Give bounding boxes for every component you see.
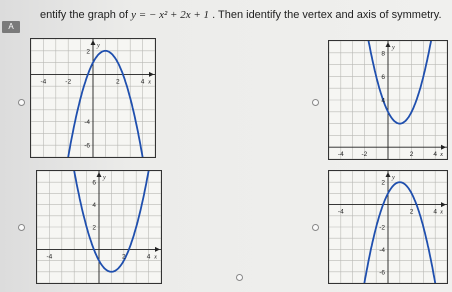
y-axis-label: y (103, 174, 106, 181)
question-prefix: entify the graph of (40, 9, 129, 21)
extra-radio[interactable] (236, 274, 243, 281)
x-tick-label: 2 (409, 151, 414, 159)
y-tick-label: -6 (84, 142, 90, 150)
y-axis-arrow (97, 172, 102, 177)
y-tick-label: -4 (84, 119, 90, 127)
option-a-graph (30, 38, 156, 158)
x-tick-label: -2 (361, 151, 368, 159)
y-axis-label: y (392, 174, 395, 181)
y-axis-arrow (386, 172, 391, 177)
x-axis-label: x (440, 151, 443, 159)
x-axis-arrow (441, 202, 446, 207)
x-axis-label: x (440, 208, 443, 216)
question-suffix: . Then identify the vertex and axis of symmetry. (212, 9, 442, 21)
y-tick-label: -4 (379, 246, 385, 254)
x-axis-arrow (149, 72, 154, 77)
graph-svg (329, 41, 447, 159)
question-tag: A (2, 21, 20, 33)
y-axis-label: y (392, 44, 395, 51)
option-c-radio[interactable] (18, 224, 25, 231)
x-tick-label: -4 (337, 208, 344, 216)
x-axis-label: x (148, 78, 151, 86)
y-tick-label: -6 (379, 269, 385, 277)
x-tick-label: 4 (146, 253, 151, 261)
x-tick-label: 4 (140, 78, 145, 86)
y-tick-label: 6 (381, 73, 385, 81)
option-b-radio[interactable] (312, 99, 319, 106)
x-tick-label: 2 (115, 78, 120, 86)
graph-svg (329, 171, 447, 283)
y-axis-arrow (91, 40, 96, 45)
y-tick-label: 4 (92, 202, 96, 210)
option-a-radio[interactable] (18, 99, 25, 106)
x-tick-label: -4 (46, 253, 53, 261)
option-d-graph (328, 170, 448, 284)
option-c-graph (36, 170, 162, 284)
graph-svg (31, 39, 155, 157)
graph-svg (37, 171, 161, 283)
x-tick-label: 4 (433, 151, 438, 159)
y-tick-label: 6 (92, 179, 96, 187)
question-text (40, 9, 442, 21)
x-tick-label: -4 (40, 78, 47, 86)
y-axis-label: y (97, 42, 100, 49)
option-b-graph (328, 40, 448, 160)
x-axis-arrow (155, 247, 160, 252)
y-tick-label: 2 (92, 224, 96, 232)
y-tick-label: 2 (86, 48, 90, 56)
option-d-radio[interactable] (312, 224, 319, 231)
question-equation: y = − x² + 2x + 1 (131, 9, 210, 21)
y-tick-label: 4 (381, 97, 385, 105)
y-axis-arrow (386, 42, 391, 47)
x-tick-label: -4 (337, 151, 344, 159)
x-axis-label: x (154, 253, 157, 261)
y-tick-label: 8 (381, 50, 385, 58)
x-tick-label: 2 (121, 253, 126, 261)
x-tick-label: -2 (65, 78, 72, 86)
x-axis-arrow (441, 145, 446, 150)
y-tick-label: 2 (381, 179, 385, 187)
x-tick-label: 4 (433, 208, 438, 216)
x-tick-label: 2 (409, 208, 414, 216)
y-tick-label: -2 (379, 224, 385, 232)
